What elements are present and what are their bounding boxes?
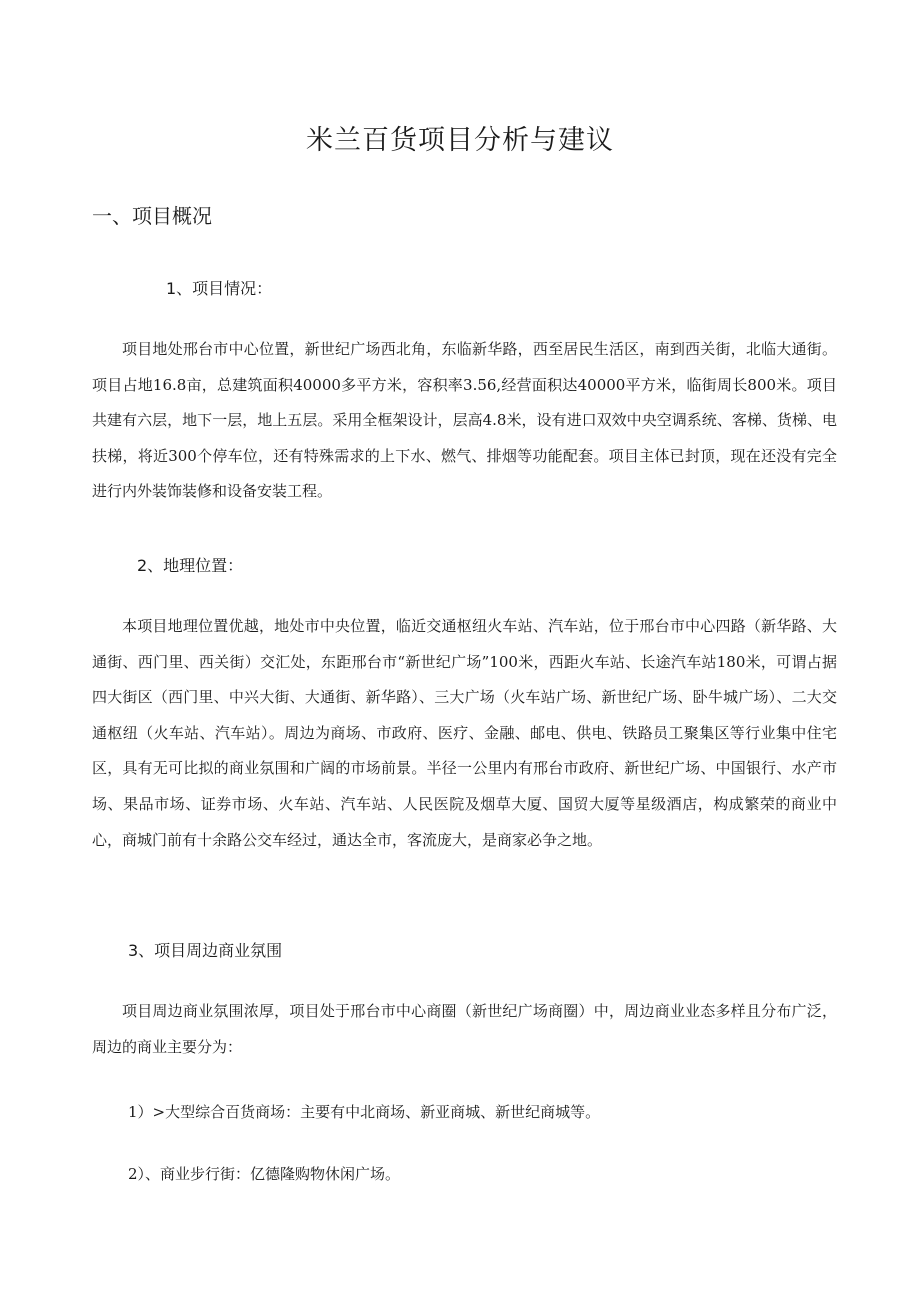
list-item: 1）>大型综合百货商场：主要有中北商场、新亚商城、新世纪商城等。	[128, 1103, 601, 1121]
list-item: 2）、商业步行街：亿德隆购物休闲广场。	[128, 1165, 401, 1183]
section-heading-overview: 一、项目概况	[92, 204, 212, 228]
document-title: 米兰百货项目分析与建议	[306, 125, 614, 156]
subsection-heading-location: 2、地理位置：	[137, 556, 244, 575]
subsection-heading-project-status: 1、项目情况：	[166, 279, 273, 298]
subsection-heading-commercial-atmosphere: 3、项目周边商业氛围	[128, 941, 283, 960]
paragraph-project-status: 项目地处邢台市中心位置，新世纪广场西北角，东临新华路，西至居民生活区，南到西关街，北临大通街。项目占地16.8亩，总建筑面积40000多平方米，容积率3.56,经营面积达40000平方米，临街周长800米。项目共建有六层，地下一层，地上五层。采用全框架设计，层高4.8米，设有进口双效中央空调系统、客梯、货梯、电扶梯，将近300个停车位，还有特殊需求的上下水、燃气、排烟等功能配套。项目主体已封顶，现在还没有完全进行内外装饰装修和设备安装工程。	[92, 340, 837, 501]
paragraph-location: 本项目地理位置优越，地处市中央位置，临近交通枢纽火车站、汽车站，位于邢台市中心四路（新华路、大通街、西门里、西关街）交汇处，东距邢台市“新世纪广场”100米，西距火车站、长途汽车站180米，可谓占据四大街区（西门里、中兴大街、大通街、新华路）、三大广场（火车站广场、新世纪广场、卧牛城广场）、二大交通枢纽（火车站、汽车站）。周边为商场、市政府、医疗、金融、邮电、供电、铁路员工聚集区等行业集中住宅区，具有无可比拟的商业氛围和广阔的市场前景。半径一公里内有邢台市政府、新世纪广场、中国银行、水产市场、果品市场、证券市场、火车站、汽车站、人民医院及烟草大厦、国贸大厦等星级酒店，构成繁荣的商业中心，商城门前有十余路公交车经过，通达全市，客流庞大，是商家必争之地。	[92, 617, 837, 849]
paragraph-commercial-atmosphere: 项目周边商业氛围浓厚，项目处于邢台市中心商圈（新世纪广场商圈）中，周边商业业态多样且分布广泛，周边的商业主要分为：	[92, 1002, 837, 1056]
